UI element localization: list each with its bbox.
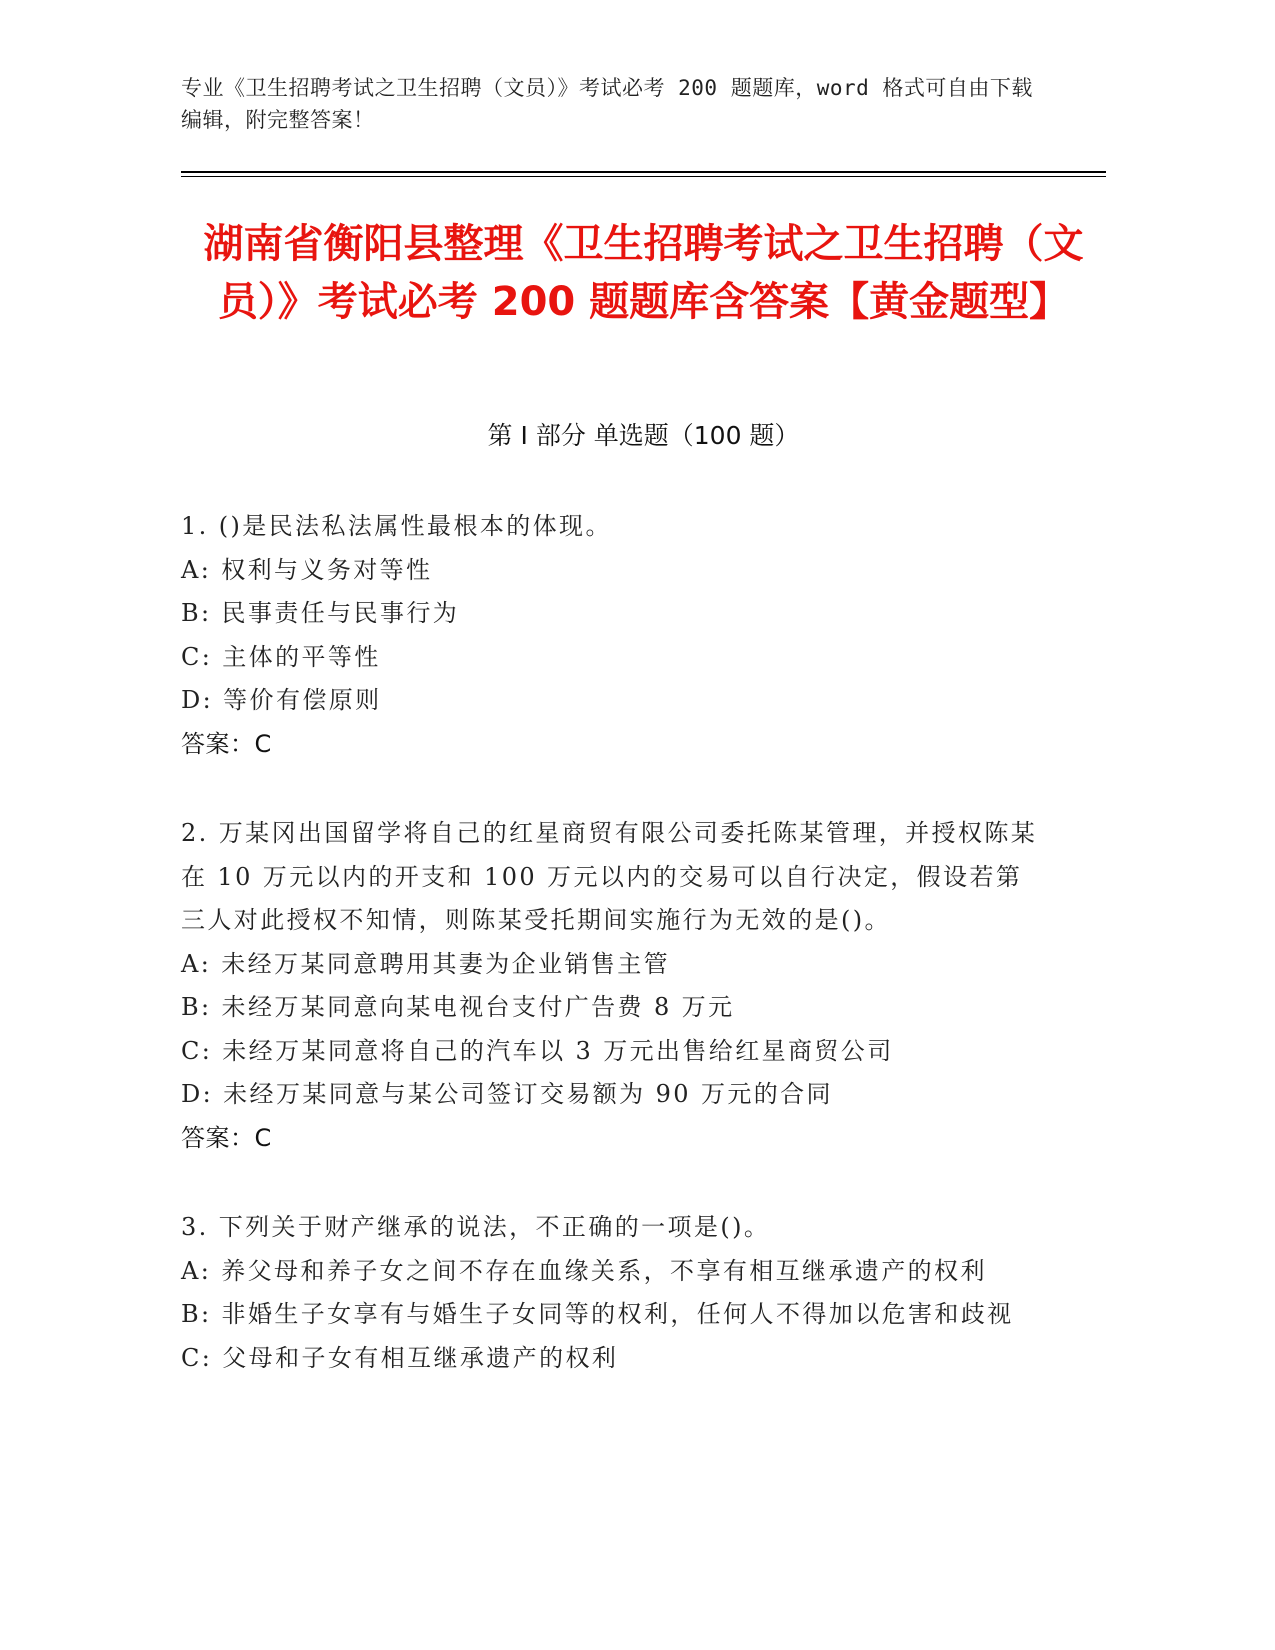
option-c: C: 主体的平等性 (181, 642, 381, 671)
question-3 (181, 1206, 1041, 1380)
question-2 (181, 812, 1041, 1160)
option-b: B: 民事责任与民事行为 (181, 599, 460, 627)
option-a: A: 权利与义务对等性 (181, 555, 433, 584)
section-heading: 第 I 部分 单选题（100 题） (487, 421, 800, 450)
option-d: D: 未经万某同意与某公司签订交易额为 90 万元的合同 (181, 1080, 833, 1108)
question-stem: 1. ()是民法私法属性最根本的体现。 (181, 512, 612, 540)
question-stem: 2. 万某冈出国留学将自己的红星商贸有限公司委托陈某管理，并授权陈某在 10 万元以内的开支和 100 万元以内的交易可以自行决定，假设若第三人对此授权不知情，则陈某受托期间实施行为无效的是()。 (181, 819, 1038, 934)
option-a: A: 养父母和养子女之间不存在血缘关系，不享有相互继承遗产的权利 (181, 1256, 987, 1285)
option-a: A: 未经万某同意聘用其妻为企业销售主管 (181, 949, 671, 978)
question-list (181, 505, 1041, 1426)
option-d: D: 等价有偿原则 (181, 686, 382, 714)
document-title: 湖南省衡阳县整理《卫生招聘考试之卫生招聘（文员）》考试必考 200 题题库含答案【黄金题型】 (203, 221, 1084, 325)
option-c: C: 父母和子女有相互继承遗产的权利 (181, 1343, 619, 1372)
question-1 (181, 505, 1041, 766)
header-note: 专业《卫生招聘考试之卫生招聘（文员）》考试必考 200 题题库，word 格式可自由下载编辑，附完整答案！ (181, 76, 1033, 132)
header-divider-thick (181, 171, 1106, 173)
question-stem: 3. 下列关于财产继承的说法，不正确的一项是()。 (181, 1213, 771, 1241)
option-b: B: 未经万某同意向某电视台支付广告费 8 万元 (181, 993, 735, 1021)
answer: 答案：C (181, 1123, 272, 1152)
answer: 答案：C (181, 729, 272, 758)
option-c: C: 未经万某同意将自己的汽车以 3 万元出售给红星商贸公司 (181, 1036, 894, 1065)
header-divider-thin (181, 176, 1106, 177)
option-b: B: 非婚生子女享有与婚生子女同等的权利，任何人不得加以危害和歧视 (181, 1300, 1014, 1328)
